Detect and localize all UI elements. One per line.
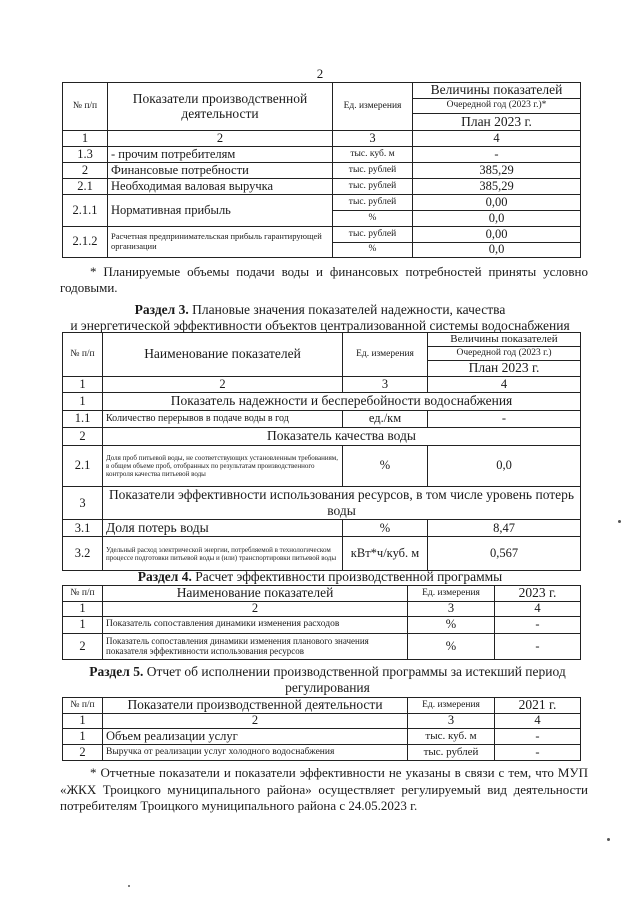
efficiency-table [62, 585, 581, 660]
row-number: 1.1 [63, 411, 103, 428]
table-row [63, 411, 581, 428]
section3-title-line1: Плановые значения показателей надежности, качества [192, 302, 506, 317]
index-cell: 2 [103, 602, 408, 617]
row-value: - [495, 745, 581, 761]
index-cell: 4 [495, 602, 581, 617]
row-number: 1 [63, 729, 103, 745]
index-cell: 3 [408, 602, 495, 617]
row-unit: % [333, 243, 413, 258]
section5-title-line1: Отчет об исполнении производственной программы за истекший период [146, 664, 566, 679]
table-row [63, 520, 581, 537]
row-name: Расчетная предпринимательская прибыль гарантирующей организации [108, 227, 333, 258]
row-value: - [495, 634, 581, 660]
header-unit: Ед. измерения [408, 586, 495, 602]
row-unit: % [343, 446, 428, 487]
index-cell: 2 [108, 131, 333, 147]
index-cell: 1 [63, 377, 103, 393]
row-value: 385,29 [413, 179, 581, 195]
scan-speck [128, 885, 130, 887]
row-name: Показатель сопоставления динамики изменения расходов [103, 617, 408, 634]
row-number: 1.3 [63, 147, 108, 163]
header-values: Величины показателей [413, 83, 581, 99]
footnote-planned: * Планируемые объемы подачи воды и финансовых потребностей приняты условно годовыми. [60, 264, 588, 295]
row-value: 8,47 [428, 520, 581, 537]
row-value: 0,567 [428, 537, 581, 571]
table-row [63, 729, 581, 745]
section3-heading [0, 302, 640, 334]
row-unit: тыс. рублей [333, 163, 413, 179]
header-year: Очередной год (2023 г.) [428, 347, 581, 361]
index-cell: 2 [103, 377, 343, 393]
row-value: - [428, 411, 581, 428]
row-number: 2.1 [63, 179, 108, 195]
group-title: Показатель надежности и бесперебойности водоснабжения [103, 393, 581, 411]
header-unit: Ед. измерения [408, 698, 495, 714]
row-name: Выручка от реализации услуг холодного водоснабжения [103, 745, 408, 761]
index-cell: 3 [408, 714, 495, 729]
group-title: Показатель качества воды [103, 428, 581, 446]
header-indicator: Показатели производственной деятельности [108, 83, 333, 131]
row-value: 0,0 [413, 211, 581, 227]
index-cell: 3 [343, 377, 428, 393]
row-value: 0,00 [413, 227, 581, 243]
row-value: 0,0 [428, 446, 581, 487]
row-name: Необходимая валовая выручка [108, 179, 333, 195]
row-name: Удельный расход электрической энергии, потребляемой в технологическом процессе подготовки питьевой воды и (или) транспортировки питьевой воды [103, 537, 343, 571]
row-number: 2.1.2 [63, 227, 108, 258]
header-indicator: Наименование показателей [103, 333, 343, 377]
row-name: Показатель сопоставления динамики изменения планового значения показателя эффективности использования ресурсов [103, 634, 408, 660]
index-cell: 4 [495, 714, 581, 729]
group-row [63, 487, 581, 520]
row-unit: ед./км [343, 411, 428, 428]
row-number: 2 [63, 634, 103, 660]
row-unit: тыс. рублей [333, 179, 413, 195]
index-cell: 1 [63, 602, 103, 617]
row-name: Объем реализации услуг [103, 729, 408, 745]
row-unit: тыс. рублей [333, 227, 413, 243]
row-number: 2 [63, 745, 103, 761]
row-name: Нормативная прибыль [108, 195, 333, 227]
table-row [63, 617, 581, 634]
production-table [62, 82, 581, 258]
header-plan: План 2023 г. [413, 114, 581, 131]
row-number: 3.1 [63, 520, 103, 537]
group-row [63, 393, 581, 411]
row-unit: тыс. куб. м [408, 729, 495, 745]
section3-title-line2: и энергетической эффективности объектов централизованной системы водоснабжения [70, 318, 570, 334]
index-cell: 2 [103, 714, 408, 729]
row-unit: кВт*ч/куб. м [343, 537, 428, 571]
row-value: 0,0 [413, 243, 581, 258]
section5-title-line2: регулирования [285, 680, 370, 696]
section5-heading [50, 664, 605, 696]
row-number: 2.1.1 [63, 195, 108, 227]
scan-speck [618, 520, 621, 523]
group-number: 3 [63, 487, 103, 520]
row-unit: % [408, 634, 495, 660]
table-row [63, 227, 581, 243]
row-unit: % [343, 520, 428, 537]
row-name: Доля потерь воды [103, 520, 343, 537]
row-unit: % [408, 617, 495, 634]
header-year: Очередной год (2023 г.)* [413, 99, 581, 114]
section4-heading [0, 569, 640, 585]
header-year: 2023 г. [495, 586, 581, 602]
table-row [63, 179, 581, 195]
header-number: № п/п [63, 586, 103, 602]
row-unit: % [333, 211, 413, 227]
header-indicator: Наименование показателей [103, 586, 408, 602]
group-title: Показатели эффективности использования ресурсов, в том числе уровень потерь воды [103, 487, 581, 520]
header-year: 2021 г. [495, 698, 581, 714]
row-number: 3.2 [63, 537, 103, 571]
row-name: - прочим потребителям [108, 147, 333, 163]
section4-title: Расчет эффективности производственной программы [195, 569, 503, 584]
table-row [63, 446, 581, 487]
header-indicator: Показатели производственной деятельности [103, 698, 408, 714]
group-row [63, 428, 581, 446]
index-cell: 1 [63, 131, 108, 147]
row-name: Финансовые потребности [108, 163, 333, 179]
scan-speck [607, 838, 610, 841]
index-cell: 1 [63, 714, 103, 729]
group-number: 2 [63, 428, 103, 446]
table-row [63, 163, 581, 179]
header-unit: Ед. измерения [343, 333, 428, 377]
row-value: - [495, 617, 581, 634]
row-value: - [495, 729, 581, 745]
row-value: - [413, 147, 581, 163]
section5-label: Раздел 5. [89, 664, 144, 679]
page-number: 2 [316, 66, 324, 81]
group-number: 1 [63, 393, 103, 411]
table-row [63, 147, 581, 163]
index-cell: 4 [428, 377, 581, 393]
reliability-table [62, 332, 581, 571]
report-table [62, 697, 581, 761]
row-number: 2 [63, 163, 108, 179]
header-number: № п/п [63, 333, 103, 377]
index-cell: 3 [333, 131, 413, 147]
table-row [63, 195, 581, 211]
header-unit: Ед. измерения [333, 83, 413, 131]
header-values: Величины показателей [428, 333, 581, 347]
section4-label: Раздел 4. [137, 569, 192, 584]
row-name: Доля проб питьевой воды, не соответствующих установленным требованиям, в общем объеме проб, отобранных по результатам производственного контроля качества питьевой воды [103, 446, 343, 487]
row-number: 2.1 [63, 446, 103, 487]
header-plan: План 2023 г. [428, 361, 581, 377]
row-value: 385,29 [413, 163, 581, 179]
section3-label: Раздел 3. [134, 302, 189, 317]
index-cell: 4 [413, 131, 581, 147]
table-row [63, 745, 581, 761]
row-unit: тыс. рублей [408, 745, 495, 761]
row-value: 0,00 [413, 195, 581, 211]
row-unit: тыс. куб. м [333, 147, 413, 163]
row-number: 1 [63, 617, 103, 634]
header-number: № п/п [63, 83, 108, 131]
footnote-report: * Отчетные показатели и показатели эффективности не указаны в связи с тем, что МУП «ЖКХ Троицкого муниципального района» осуществляет регулируемый вид деятельности потребителям Троицкого муниципального района с 24.05.2023 г. [60, 765, 588, 814]
header-number: № п/п [63, 698, 103, 714]
row-name: Количество перерывов в подаче воды в год [103, 411, 343, 428]
table-row [63, 537, 581, 571]
row-unit: тыс. рублей [333, 195, 413, 211]
table-row [63, 634, 581, 660]
